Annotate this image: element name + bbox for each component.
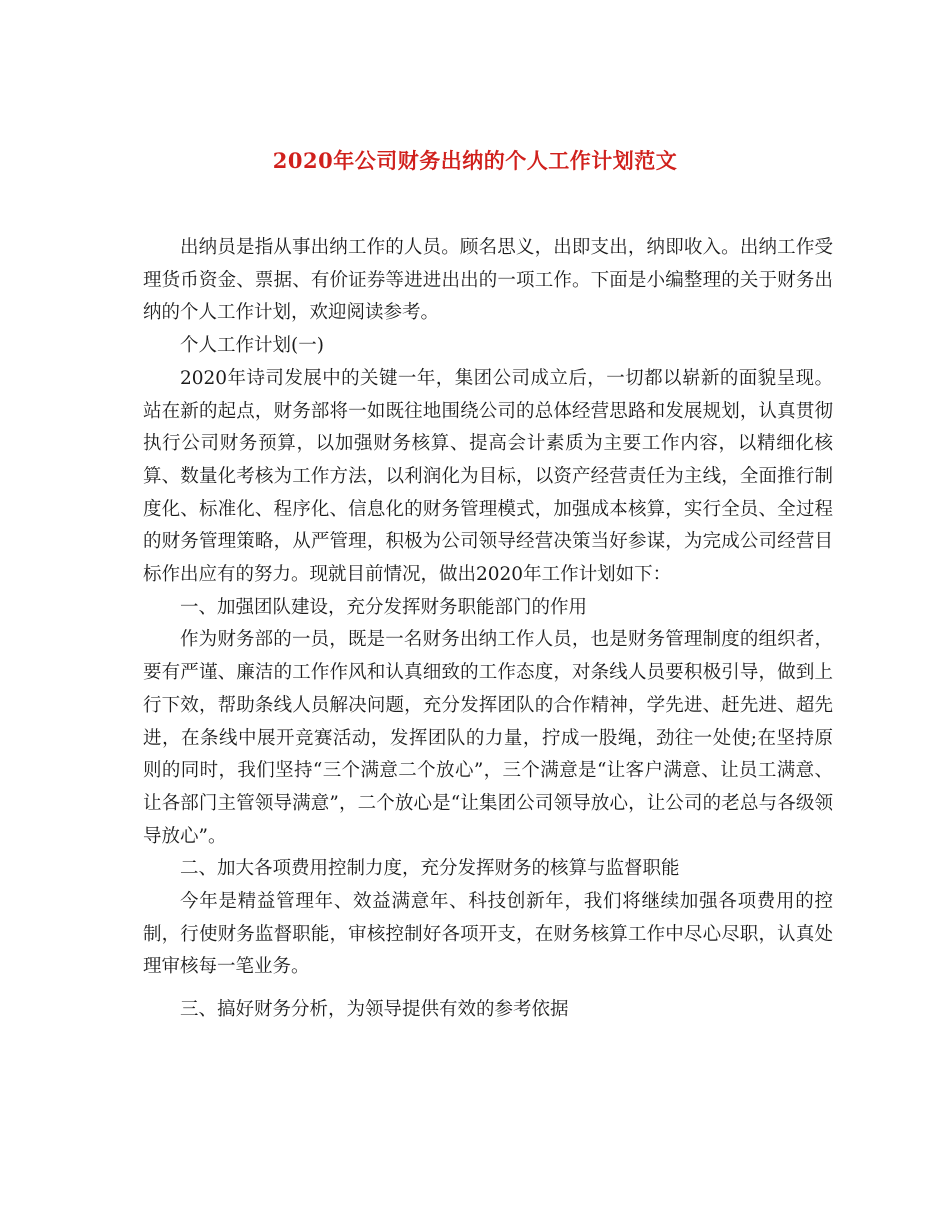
section-heading-2: 二、加大各项费用控制力度，充分发挥财务的核算与监督职能 [180,858,680,880]
team-building-paragraph: 作为财务部的一员，既是一名财务出纳工作人员，也是财务管理制度的组织者，要有严谨、廉洁的工作作风和认真细致的工作态度，对条线人员要积极引导，做到上行下效，帮助条线人员解决问题，充分发挥团队的合作精神，学先进、赶先进、超先进，在条线中展开竞赛活动，发挥团队的力量，拧成一股绳，劲往一处使;在坚持原则的同时，我们坚持“三个满意二个放心”，三个满意是“让客户满意、让员工满意、让各部门主管领导满意”，二个放心是“让集团公司领导放心，让公司的老总与各级领导放心”。 [143,629,833,847]
intro-paragraph: 出纳员是指从事出纳工作的人员。顾名思义，出即支出，纳即收入。出纳工作受理货币资金、票据、有价证券等进进出出的一项工作。下面是小编整理的关于财务出纳的个人工作计划，欢迎阅读参考。 [143,237,833,324]
document-body [143,232,833,1027]
section-heading-plan-1: 个人工作计划(一) [180,335,324,357]
plan-overview-paragraph: 2020年诗司发展中的关键一年，集团公司成立后，一切都以崭新的面貌呈现。站在新的起点，财务部将一如既往地围绕公司的总体经营思路和发展规划，认真贯彻执行公司财务预算，以加强财务核算、提高会计素质为主要工作内容，以精细化核算、数量化考核为工作方法，以利润化为目标，以资产经营责任为主线，全面推行制度化、标准化、程序化、信息化的财务管理模式，加强成本核算，实行全员、全过程的财务管理策略，从严管理，积极为公司领导经营决策当好参谋，为完成公司经营目标作出应有的努力。现就目前情况，做出2020年工作计划如下： [143,367,833,586]
document-title: 2020年公司财务出纳的个人工作计划范文 [272,148,678,173]
section-heading-3: 三、搞好财务分析，为领导提供有效的参考依据 [180,999,569,1021]
cost-control-paragraph: 今年是精益管理年、效益满意年、科技创新年，我们将继续加强各项费用的控制，行使财务监督职能，审核控制好各项开支，在财务核算工作中尽心尽职，认真处理审核每一笔业务。 [143,891,833,978]
section-heading-1: 一、加强团队建设，充分发挥财务职能部门的作用 [180,596,588,618]
